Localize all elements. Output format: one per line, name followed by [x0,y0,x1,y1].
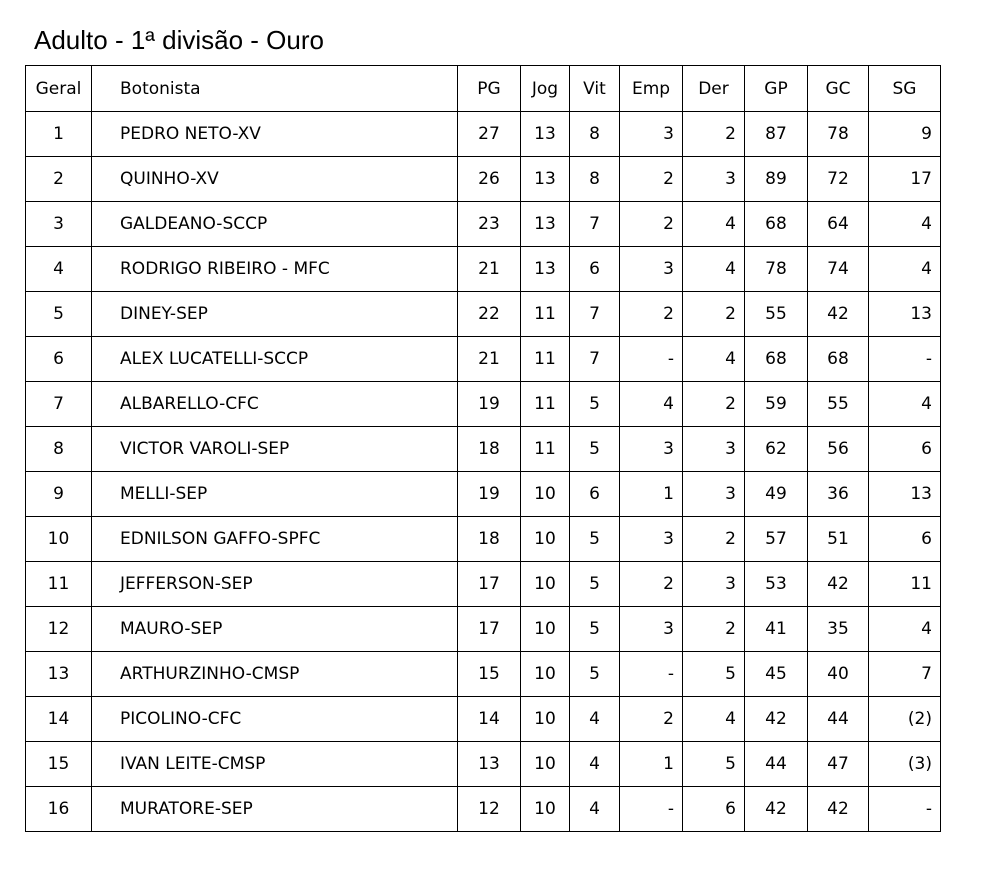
header-gp: GP [745,66,808,112]
cell-gp: 78 [745,247,808,292]
cell-gp: 57 [745,517,808,562]
cell-rank: 10 [26,517,92,562]
cell-player: MURATORE-SEP [92,787,458,832]
cell-rank: 2 [26,157,92,202]
cell-vit: 8 [570,157,620,202]
cell-sg: - [869,337,941,382]
cell-der: 6 [683,787,745,832]
cell-gc: 68 [808,337,869,382]
cell-player: ALBARELLO-CFC [92,382,458,427]
cell-sg: 13 [869,292,941,337]
header-pg: PG [458,66,521,112]
page-title: Adulto - 1ª divisão - Ouro [34,25,324,55]
cell-vit: 6 [570,247,620,292]
cell-emp: 3 [620,517,683,562]
cell-pg: 17 [458,607,521,652]
cell-der: 2 [683,607,745,652]
cell-emp: 2 [620,292,683,337]
cell-gp: 41 [745,607,808,652]
cell-sg: 4 [869,247,941,292]
table-row [26,652,941,697]
cell-player: EDNILSON GAFFO-SPFC [92,517,458,562]
cell-jog: 11 [521,382,570,427]
cell-der: 4 [683,337,745,382]
cell-jog: 10 [521,562,570,607]
header-geral: Geral [26,66,92,112]
cell-vit: 4 [570,697,620,742]
cell-emp: 1 [620,472,683,517]
cell-player: ALEX LUCATELLI-SCCP [92,337,458,382]
cell-vit: 5 [570,607,620,652]
cell-der: 4 [683,697,745,742]
cell-player: PEDRO NETO-XV [92,112,458,157]
cell-pg: 18 [458,427,521,472]
cell-vit: 4 [570,742,620,787]
cell-rank: 4 [26,247,92,292]
cell-pg: 18 [458,517,521,562]
cell-der: 2 [683,517,745,562]
cell-der: 3 [683,157,745,202]
header-botonista: Botonista [92,66,458,112]
cell-vit: 8 [570,112,620,157]
cell-der: 3 [683,472,745,517]
cell-der: 5 [683,652,745,697]
cell-emp: - [620,652,683,697]
cell-player: ARTHURZINHO-CMSP [92,652,458,697]
cell-sg: - [869,787,941,832]
cell-pg: 19 [458,472,521,517]
cell-emp: 2 [620,157,683,202]
cell-rank: 7 [26,382,92,427]
cell-vit: 6 [570,472,620,517]
cell-pg: 26 [458,157,521,202]
cell-gp: 62 [745,427,808,472]
cell-gc: 35 [808,607,869,652]
cell-rank: 12 [26,607,92,652]
cell-jog: 10 [521,742,570,787]
cell-player: JEFFERSON-SEP [92,562,458,607]
cell-jog: 10 [521,652,570,697]
table-row [26,517,941,562]
cell-gc: 44 [808,697,869,742]
cell-player: RODRIGO RIBEIRO - MFC [92,247,458,292]
table-row [26,202,941,247]
cell-der: 3 [683,562,745,607]
cell-rank: 13 [26,652,92,697]
cell-gc: 42 [808,292,869,337]
header-gc: GC [808,66,869,112]
cell-rank: 6 [26,337,92,382]
cell-rank: 14 [26,697,92,742]
cell-vit: 5 [570,517,620,562]
cell-gp: 89 [745,157,808,202]
cell-rank: 9 [26,472,92,517]
cell-player: VICTOR VAROLI-SEP [92,427,458,472]
cell-jog: 13 [521,112,570,157]
cell-sg: 6 [869,517,941,562]
cell-der: 3 [683,427,745,472]
table-row [26,292,941,337]
cell-gp: 42 [745,697,808,742]
cell-gp: 87 [745,112,808,157]
header-row [26,66,941,112]
cell-gp: 42 [745,787,808,832]
table-row [26,157,941,202]
cell-sg: (3) [869,742,941,787]
cell-gp: 68 [745,202,808,247]
cell-pg: 13 [458,742,521,787]
cell-jog: 10 [521,472,570,517]
cell-player: MELLI-SEP [92,472,458,517]
cell-jog: 10 [521,607,570,652]
cell-rank: 16 [26,787,92,832]
cell-gc: 42 [808,787,869,832]
cell-sg: 4 [869,382,941,427]
cell-pg: 19 [458,382,521,427]
cell-jog: 10 [521,517,570,562]
cell-vit: 4 [570,787,620,832]
cell-sg: (2) [869,697,941,742]
cell-gp: 59 [745,382,808,427]
cell-gp: 44 [745,742,808,787]
cell-pg: 21 [458,337,521,382]
cell-player: QUINHO-XV [92,157,458,202]
cell-emp: 1 [620,742,683,787]
cell-jog: 13 [521,247,570,292]
cell-gc: 47 [808,742,869,787]
cell-gc: 51 [808,517,869,562]
cell-pg: 23 [458,202,521,247]
cell-sg: 9 [869,112,941,157]
cell-sg: 11 [869,562,941,607]
cell-player: PICOLINO-CFC [92,697,458,742]
table-row [26,742,941,787]
cell-sg: 4 [869,607,941,652]
table-row [26,607,941,652]
cell-gc: 78 [808,112,869,157]
table-row [26,562,941,607]
cell-vit: 5 [570,652,620,697]
cell-emp: 3 [620,247,683,292]
table-row [26,472,941,517]
cell-emp: 3 [620,427,683,472]
cell-emp: 2 [620,562,683,607]
table-row [26,247,941,292]
cell-pg: 15 [458,652,521,697]
cell-sg: 6 [869,427,941,472]
cell-emp: 4 [620,382,683,427]
cell-der: 2 [683,112,745,157]
cell-vit: 5 [570,562,620,607]
cell-rank: 3 [26,202,92,247]
cell-emp: 3 [620,112,683,157]
cell-player: GALDEANO-SCCP [92,202,458,247]
cell-emp: 2 [620,697,683,742]
cell-vit: 5 [570,382,620,427]
table-row [26,337,941,382]
cell-der: 2 [683,292,745,337]
cell-gc: 74 [808,247,869,292]
cell-sg: 13 [869,472,941,517]
table-row [26,787,941,832]
cell-player: IVAN LEITE-CMSP [92,742,458,787]
cell-pg: 27 [458,112,521,157]
header-der: Der [683,66,745,112]
cell-der: 5 [683,742,745,787]
cell-gp: 53 [745,562,808,607]
table-body [26,112,941,832]
cell-pg: 12 [458,787,521,832]
cell-jog: 13 [521,157,570,202]
cell-pg: 22 [458,292,521,337]
cell-emp: - [620,787,683,832]
cell-vit: 7 [570,292,620,337]
table-row [26,382,941,427]
cell-jog: 11 [521,427,570,472]
cell-der: 2 [683,382,745,427]
cell-gc: 40 [808,652,869,697]
cell-vit: 7 [570,202,620,247]
cell-sg: 4 [869,202,941,247]
table-header [26,66,941,112]
header-emp: Emp [620,66,683,112]
cell-gc: 56 [808,427,869,472]
cell-rank: 5 [26,292,92,337]
header-sg: SG [869,66,941,112]
cell-vit: 7 [570,337,620,382]
cell-sg: 17 [869,157,941,202]
cell-emp: - [620,337,683,382]
cell-gp: 49 [745,472,808,517]
table-row [26,112,941,157]
cell-pg: 21 [458,247,521,292]
cell-emp: 2 [620,202,683,247]
cell-gc: 42 [808,562,869,607]
cell-jog: 10 [521,787,570,832]
cell-rank: 11 [26,562,92,607]
cell-der: 4 [683,202,745,247]
cell-jog: 11 [521,292,570,337]
cell-emp: 3 [620,607,683,652]
cell-player: DINEY-SEP [92,292,458,337]
cell-jog: 11 [521,337,570,382]
cell-vit: 5 [570,427,620,472]
cell-gp: 68 [745,337,808,382]
header-jog: Jog [521,66,570,112]
standings-table [25,65,941,832]
cell-gc: 55 [808,382,869,427]
cell-rank: 1 [26,112,92,157]
cell-jog: 13 [521,202,570,247]
cell-gc: 72 [808,157,869,202]
header-vit: Vit [570,66,620,112]
cell-der: 4 [683,247,745,292]
cell-rank: 8 [26,427,92,472]
cell-pg: 17 [458,562,521,607]
cell-gc: 36 [808,472,869,517]
cell-player: MAURO-SEP [92,607,458,652]
cell-gp: 45 [745,652,808,697]
cell-sg: 7 [869,652,941,697]
cell-jog: 10 [521,697,570,742]
cell-gc: 64 [808,202,869,247]
table-row [26,427,941,472]
table-row [26,697,941,742]
cell-pg: 14 [458,697,521,742]
cell-gp: 55 [745,292,808,337]
cell-rank: 15 [26,742,92,787]
